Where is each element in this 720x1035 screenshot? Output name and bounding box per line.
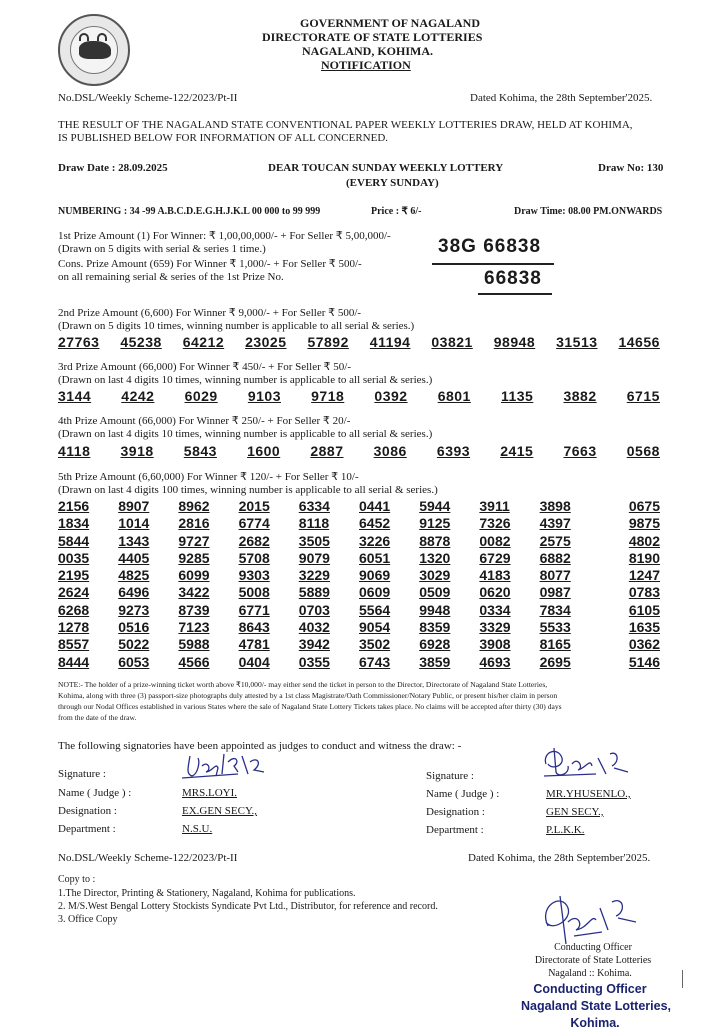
- third-prize-line2: (Drawn on last 4 digits 10 times, winning number is applicable to all serial & series.): [58, 374, 433, 386]
- fifth-prize-number: 2575: [539, 532, 571, 549]
- second-prize-number: 23025: [245, 334, 287, 350]
- fifth-prize-number: 6496: [118, 584, 150, 601]
- second-prize-number: 27763: [58, 334, 100, 350]
- fifth-prize-line2: (Drawn on last 4 digits 100 times, winning number is applicable to all serial & series.): [58, 484, 438, 496]
- fifth-prize-number: 1343: [118, 532, 150, 549]
- right-judge-name: MR.YHUSENLO.,: [546, 788, 631, 800]
- fifth-prize-number: 9069: [359, 567, 391, 584]
- fifth-prize-number: 8907: [118, 498, 150, 514]
- note-line4: from the date of the draw.: [58, 713, 137, 722]
- fifth-prize-number: 1635: [628, 619, 660, 636]
- officer-location: Nagaland :: Kohima.: [548, 968, 632, 979]
- third-prize-number: 9103: [247, 388, 281, 404]
- fifth-prize-number: 8643: [238, 619, 270, 636]
- left-judge-designation: EX.GEN SECY.,: [182, 805, 257, 817]
- right-department-label: Department :: [426, 824, 484, 836]
- third-prize-number: 3882: [563, 388, 597, 404]
- first-prize-line2: (Drawn on 5 digits with serial & series 1 time.): [58, 243, 266, 255]
- fifth-prize-number: 5889: [298, 584, 330, 601]
- third-prize-number: 6715: [626, 388, 660, 404]
- fifth-prize-number: 6882: [539, 549, 571, 566]
- fifth-prize-number: 9273: [118, 601, 150, 618]
- fifth-prize-number: 1014: [118, 515, 150, 532]
- fifth-prize-number: 3942: [298, 636, 330, 653]
- left-judge-signature: [178, 748, 278, 784]
- fifth-prize-number: 9125: [419, 515, 451, 532]
- fifth-prize-number: 0675: [628, 498, 660, 514]
- fifth-prize-number: 9727: [178, 532, 210, 549]
- draw-title: DEAR TOUCAN SUNDAY WEEKLY LOTTERY: [268, 162, 504, 174]
- fourth-prize-number: 4118: [58, 443, 91, 459]
- left-designation-label: Designation :: [58, 805, 117, 817]
- right-judge-department: P.L.K.K.: [546, 824, 585, 836]
- fifth-prize-number: 0609: [359, 584, 391, 601]
- cons-prize-underline: [478, 293, 552, 295]
- fourth-prize-number: 2415: [500, 443, 534, 459]
- second-prize-numbers: [58, 334, 660, 350]
- cons-prize-line2: on all remaining serial & series of the 1st Prize No.: [58, 271, 284, 283]
- fifth-prize-number: 3911: [479, 498, 510, 514]
- fifth-prize-number: 1320: [419, 549, 451, 566]
- fifth-prize-number: 6729: [479, 549, 511, 566]
- fifth-prize-number: 8962: [178, 498, 210, 514]
- second-prize-line1: 2nd Prize Amount (6,600) For Winner ₹ 9,000/- + For Seller ₹ 500/-: [58, 307, 362, 319]
- fifth-prize-number: 4183: [479, 567, 511, 584]
- fifth-prize-number: 5564: [359, 601, 391, 618]
- header-line2: DIRECTORATE OF STATE LOTTERIES: [262, 30, 483, 44]
- third-prize-number: 0392: [374, 388, 408, 404]
- fifth-prize-number: 0334: [479, 601, 511, 618]
- fifth-prize-number: 0509: [419, 584, 451, 601]
- fifth-prize-number: 5022: [118, 636, 150, 653]
- fifth-prize-number: 3898: [539, 498, 571, 514]
- third-prize-number: 9718: [311, 388, 345, 404]
- fifth-prize-line1: 5th Prize Amount (6,60,000) For Winner ₹ 120/- + For Seller ₹ 10/-: [58, 471, 359, 483]
- fifth-prize-number: 0783: [628, 584, 660, 601]
- fourth-prize-number: 0568: [626, 443, 660, 459]
- left-department-label: Department :: [58, 823, 116, 835]
- fifth-prize-number: 1278: [58, 619, 90, 636]
- fifth-prize-number: 0987: [539, 584, 571, 601]
- note-line2: Kohima, along with three (3) passport-size photographs duly attested by a 1st class Magistrate/Oath Commissioner/Notary Public, or present his/her claim in person: [58, 691, 558, 700]
- officer-directorate: Directorate of State Lotteries: [534, 955, 652, 966]
- fifth-prize-number: 6105: [628, 601, 660, 618]
- cons-prize-number: 66838: [484, 268, 542, 289]
- mithun-icon: [79, 41, 111, 59]
- left-name-label: Name ( Judge ) :: [58, 787, 132, 799]
- second-prize-line2: (Drawn on 5 digits 10 times, winning number is applicable to all serial & series.): [58, 320, 415, 332]
- fifth-prize-number: 0703: [298, 601, 330, 618]
- second-prize-number: 98948: [493, 334, 536, 350]
- fifth-prize-number: 4802: [628, 532, 660, 549]
- fifth-prize-number: 7326: [479, 515, 511, 532]
- fifth-prize-number: 9303: [238, 567, 270, 584]
- right-name-label: Name ( Judge ) :: [426, 788, 500, 800]
- first-prize-underline: [432, 263, 554, 265]
- stamp-line1: Conducting Officer: [533, 982, 647, 996]
- draw-subtitle: (EVERY SUNDAY): [346, 177, 439, 189]
- fifth-prize-number: 8118: [298, 515, 330, 532]
- fifth-prize-number: 0441: [359, 498, 391, 514]
- logo-horn-left: [79, 33, 89, 41]
- fifth-prize-number: 8557: [58, 636, 90, 653]
- left-judge-department: N.S.U.: [182, 823, 213, 835]
- copy-3: 3. Office Copy: [58, 914, 118, 925]
- fourth-prize-line2: (Drawn on last 4 digits 10 times, winning number is applicable to all serial & series.): [58, 428, 433, 440]
- fifth-prize-number: 6099: [178, 567, 210, 584]
- fifth-prize-number: 3502: [359, 636, 391, 653]
- fifth-prize-number: 3329: [479, 619, 511, 636]
- fourth-prize-number: 7663: [563, 443, 597, 459]
- fifth-prize-number: 2695: [539, 653, 571, 670]
- fifth-prize-number: 6743: [359, 653, 391, 670]
- copy-to: Copy to :: [58, 874, 96, 885]
- fifth-prize-number: 5944: [419, 498, 451, 514]
- fifth-prize-number: 4693: [479, 653, 511, 670]
- officer-signature: [538, 886, 648, 950]
- fifth-prize-number: 6268: [58, 601, 90, 618]
- third-prize-number: 3144: [58, 388, 92, 404]
- fourth-prize-numbers: [58, 443, 660, 459]
- fifth-prize-number: 6053: [118, 653, 150, 670]
- left-judge-name: MRS.LOYI.: [182, 787, 238, 799]
- fifth-prize-number: 8190: [628, 549, 660, 566]
- fifth-prize-number: 6771: [238, 601, 270, 618]
- fifth-prize-number: 3859: [419, 653, 451, 670]
- fifth-prize-number: 5008: [238, 584, 270, 601]
- header-notification: NOTIFICATION: [321, 58, 411, 72]
- fifth-prize-number: 3505: [298, 532, 330, 549]
- fifth-prize-number: 8739: [178, 601, 210, 618]
- fifth-prize-number: 8359: [419, 619, 451, 636]
- fifth-prize-number: 3422: [178, 584, 210, 601]
- fifth-prize-number: 4405: [118, 549, 150, 566]
- draw-time: Draw Time: 08.00 PM.ONWARDS: [514, 206, 663, 217]
- second-prize-number: 14656: [618, 334, 660, 350]
- third-prize-number: 1135: [500, 388, 534, 404]
- right-judge-signature: [540, 744, 640, 786]
- second-prize-number: 45238: [120, 334, 162, 350]
- header-line3: NAGALAND, KOHIMA.: [302, 44, 433, 58]
- fifth-prize-number: 1247: [628, 567, 660, 584]
- note-line1: NOTE:- The holder of a prize-winning ticket worth above ₹10,000/- may either send the ticket in person to the Director, Directorate of Nagaland State Lotteries,: [58, 680, 548, 689]
- fifth-prize-number: 0404: [238, 653, 270, 670]
- fifth-prize-number: 6928: [419, 636, 451, 653]
- first-prize-line1: 1st Prize Amount (1) For Winner: ₹ 1,00,00,000/- + For Seller ₹ 5,00,000/-: [58, 230, 391, 242]
- fifth-prize-number: 2816: [178, 515, 210, 532]
- margin-mark: [682, 970, 683, 988]
- footer-ref: No.DSL/Weekly Scheme-122/2023/Pt-II: [58, 852, 238, 864]
- fourth-prize-number: 6393: [436, 443, 471, 459]
- fifth-prize-number: 2015: [238, 498, 270, 514]
- fifth-prize-number: 0355: [298, 653, 330, 670]
- fifth-prize-number: 9054: [359, 619, 391, 636]
- fourth-prize-number: 1600: [247, 443, 281, 459]
- fifth-prize-number: 7834: [539, 601, 571, 618]
- fifth-prize-number: 6774: [238, 515, 270, 532]
- fifth-prize-number: 0082: [479, 532, 511, 549]
- right-signature-label: Signature :: [426, 770, 474, 782]
- fifth-prize-numbers: [58, 498, 660, 671]
- fifth-prize-number: 6334: [298, 498, 330, 514]
- fifth-prize-number: 4825: [118, 567, 150, 584]
- third-prize-numbers: [58, 388, 660, 404]
- fifth-prize-number: 2624: [58, 584, 90, 601]
- fifth-prize-number: 6051: [359, 549, 391, 566]
- cons-prize-line1: Cons. Prize Amount (659) For Winner ₹ 1,000/- + For Seller ₹ 500/-: [58, 258, 362, 270]
- fifth-prize-number: 8878: [419, 532, 451, 549]
- header-line1: GOVERNMENT OF NAGALAND: [300, 16, 481, 30]
- fourth-prize-number: 2887: [310, 443, 344, 459]
- fifth-prize-number: 8165: [539, 636, 571, 653]
- fifth-prize-number: 3908: [479, 636, 511, 653]
- fifth-prize-number: 9079: [298, 549, 330, 566]
- logo-horn-right: [97, 33, 107, 41]
- fifth-prize-number: 4032: [298, 619, 330, 636]
- fifth-prize-number: 9875: [628, 515, 660, 532]
- copy-1: 1.The Director, Printing & Stationery, Nagaland, Kohima for publications.: [58, 888, 356, 899]
- fourth-prize-number: 3086: [373, 443, 407, 459]
- fifth-prize-number: 5708: [238, 549, 270, 566]
- third-prize-number: 4242: [121, 388, 155, 404]
- officer-title: Conducting Officer: [554, 942, 632, 953]
- third-prize-line1: 3rd Prize Amount (66,000) For Winner ₹ 450/- + For Seller ₹ 50/-: [58, 361, 351, 373]
- price: Price : ₹ 6/-: [371, 206, 422, 217]
- fifth-prize-number: 5988: [178, 636, 210, 653]
- right-designation-label: Designation :: [426, 806, 485, 818]
- ref-dated: Dated Kohima, the 28th September'2025.: [470, 92, 653, 104]
- numbering: NUMBERING : 34 -99 A.B.C.D.E.G.H.J.K.L 00 000 to 99 999: [58, 206, 321, 217]
- fifth-prize-number: 0620: [479, 584, 511, 601]
- draw-number: Draw No: 130: [598, 162, 664, 174]
- intro-line1: THE RESULT OF THE NAGALAND STATE CONVENTIONAL PAPER WEEKLY LOTTERIES DRAW, HELD AT KOHIMA,: [58, 119, 633, 131]
- fifth-prize-number: 5533: [539, 619, 571, 636]
- fifth-prize-number: 1834: [58, 515, 90, 532]
- first-prize-winner: 38G 66838: [438, 236, 542, 257]
- second-prize-number: 57892: [307, 334, 349, 350]
- second-prize-number: 03821: [431, 334, 473, 350]
- fifth-prize-number: 8077: [539, 567, 571, 584]
- note: [58, 679, 562, 723]
- fifth-prize-number: 9948: [419, 601, 451, 618]
- fourth-prize-number: 5843: [183, 443, 217, 459]
- fourth-prize-number: 3918: [120, 443, 154, 459]
- third-prize-number: 6801: [437, 388, 471, 404]
- fourth-prize-line1: 4th Prize Amount (66,000) For Winner ₹ 250/- + For Seller ₹ 20/-: [58, 415, 351, 427]
- fifth-prize-number: 5146: [628, 653, 660, 670]
- fifth-prize-number: 2156: [58, 498, 90, 514]
- fifth-prize-number: 4397: [539, 515, 571, 532]
- fifth-prize-number: 3229: [298, 567, 330, 584]
- fifth-prize-number: 7123: [178, 619, 210, 636]
- fifth-prize-number: 3029: [419, 567, 451, 584]
- second-prize-number: 31513: [556, 334, 598, 350]
- fifth-prize-number: 2195: [58, 567, 90, 584]
- stamp-line2: Nagaland State Lotteries,: [520, 999, 672, 1013]
- fifth-prize-number: 4566: [178, 653, 210, 670]
- logo-inner-seal: [70, 26, 118, 74]
- fifth-prize-number: 8444: [58, 653, 90, 670]
- draw-date: Draw Date : 28.09.2025: [58, 162, 168, 174]
- ref-number: No.DSL/Weekly Scheme-122/2023/Pt-II: [58, 92, 238, 104]
- third-prize-number: 6029: [184, 388, 218, 404]
- fifth-prize-number: 9285: [178, 549, 210, 566]
- second-prize-number: 41194: [369, 334, 411, 350]
- left-signature-label: Signature :: [58, 768, 106, 780]
- fifth-prize-number: 0035: [58, 549, 90, 566]
- nagaland-lotteries-logo: [58, 14, 130, 86]
- fifth-prize-number: 5844: [58, 532, 90, 549]
- intro-line2: IS PUBLISHED BELOW FOR INFORMATION OF ALL CONCERNED.: [58, 132, 389, 144]
- fifth-prize-number: 6452: [359, 515, 391, 532]
- fifth-prize-number: 0516: [118, 619, 150, 636]
- fifth-prize-number: 4781: [238, 636, 270, 653]
- stamp-line3: Kohima.: [570, 1016, 620, 1030]
- copy-2: 2. M/S.West Bengal Lottery Stockists Syndicate Pvt Ltd., Distributor, for reference and record.: [58, 901, 438, 912]
- note-line3: through our Nodal Offices established in various States where the sale of Nagaland State Lottery Tickets takes place. No claims will be accepted after thirty (30) days: [58, 702, 562, 711]
- footer-dated: Dated Kohima, the 28th September'2025.: [468, 852, 651, 864]
- judges-intro: The following signatories have been appointed as judges to conduct and witness the draw: -: [58, 740, 462, 752]
- right-judge-designation: GEN SECY.,: [546, 806, 604, 818]
- second-prize-number: 64212: [182, 334, 225, 350]
- fifth-prize-number: 2682: [238, 532, 270, 549]
- fifth-prize-number: 0362: [628, 636, 660, 653]
- fifth-prize-number: 3226: [359, 532, 391, 549]
